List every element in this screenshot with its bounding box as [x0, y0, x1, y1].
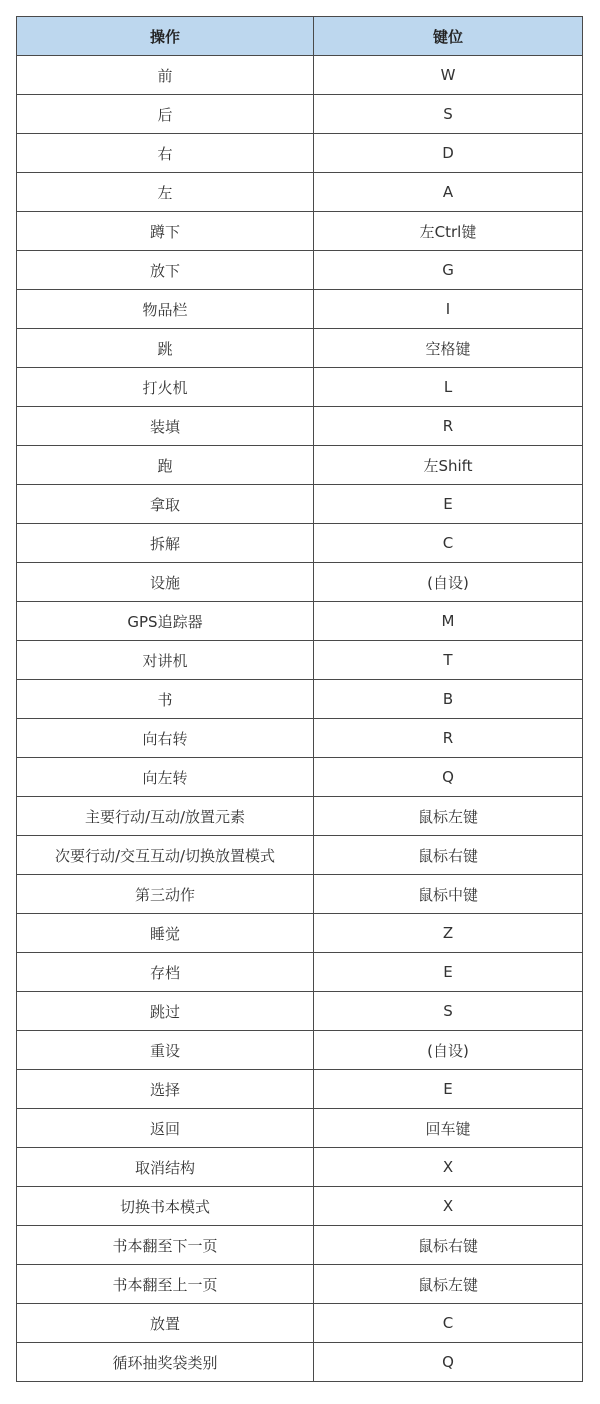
- table-row: [17, 758, 583, 797]
- table-row: [17, 407, 583, 446]
- table-row: [17, 1304, 583, 1343]
- action-cell: 右: [17, 134, 314, 173]
- key-cell: M: [314, 602, 583, 641]
- action-cell: 书本翻至下一页: [17, 1226, 314, 1265]
- action-cell: 向右转: [17, 719, 314, 758]
- action-cell: 设施: [17, 563, 314, 602]
- action-cell: 切换书本模式: [17, 1187, 314, 1226]
- table-row: [17, 797, 583, 836]
- action-cell: 放置: [17, 1304, 314, 1343]
- table-row: [17, 1109, 583, 1148]
- key-cell: D: [314, 134, 583, 173]
- action-cell: 次要行动/交互互动/切换放置模式: [17, 836, 314, 875]
- key-cell: T: [314, 641, 583, 680]
- key-cell: C: [314, 1304, 583, 1343]
- key-cell: Q: [314, 1343, 583, 1382]
- key-cell: 鼠标右键: [314, 1226, 583, 1265]
- key-cell: S: [314, 95, 583, 134]
- action-cell: 对讲机: [17, 641, 314, 680]
- keybinding-table: [16, 16, 583, 1382]
- table-row: [17, 914, 583, 953]
- key-cell: R: [314, 719, 583, 758]
- key-cell: B: [314, 680, 583, 719]
- table-header: [17, 17, 583, 56]
- table-row: [17, 329, 583, 368]
- key-cell: 鼠标右键: [314, 836, 583, 875]
- table-row: [17, 1226, 583, 1265]
- key-cell: 空格键: [314, 329, 583, 368]
- action-cell: 蹲下: [17, 212, 314, 251]
- key-cell: Q: [314, 758, 583, 797]
- table-row: [17, 680, 583, 719]
- action-cell: 物品栏: [17, 290, 314, 329]
- table-row: [17, 95, 583, 134]
- key-cell: G: [314, 251, 583, 290]
- table-row: [17, 641, 583, 680]
- key-cell: 鼠标左键: [314, 797, 583, 836]
- table-row: [17, 212, 583, 251]
- table-row: [17, 524, 583, 563]
- action-cell: 打火机: [17, 368, 314, 407]
- table-row: [17, 368, 583, 407]
- key-cell: R: [314, 407, 583, 446]
- key-cell: W: [314, 56, 583, 95]
- table-row: [17, 992, 583, 1031]
- key-cell: Z: [314, 914, 583, 953]
- action-cell: 选择: [17, 1070, 314, 1109]
- action-cell: 睡觉: [17, 914, 314, 953]
- table-row: [17, 290, 583, 329]
- action-cell: 循环抽奖袋类别: [17, 1343, 314, 1382]
- table-row: [17, 1343, 583, 1382]
- table-row: [17, 173, 583, 212]
- table-body: [17, 56, 583, 1382]
- table-row: [17, 836, 583, 875]
- table-row: [17, 1265, 583, 1304]
- table-row: [17, 1187, 583, 1226]
- action-cell: 书: [17, 680, 314, 719]
- action-cell: 返回: [17, 1109, 314, 1148]
- key-cell: 左Ctrl键: [314, 212, 583, 251]
- action-cell: 主要行动/互动/放置元素: [17, 797, 314, 836]
- key-cell: E: [314, 485, 583, 524]
- table-row: [17, 485, 583, 524]
- action-cell: 后: [17, 95, 314, 134]
- action-cell: 装填: [17, 407, 314, 446]
- action-cell: 取消结构: [17, 1148, 314, 1187]
- key-cell: I: [314, 290, 583, 329]
- action-cell: 跑: [17, 446, 314, 485]
- action-cell: 跳过: [17, 992, 314, 1031]
- table-row: [17, 953, 583, 992]
- key-cell: A: [314, 173, 583, 212]
- action-cell: 向左转: [17, 758, 314, 797]
- action-cell: 前: [17, 56, 314, 95]
- table-row: [17, 719, 583, 758]
- header-key: 键位: [314, 17, 583, 56]
- key-cell: 鼠标左键: [314, 1265, 583, 1304]
- key-cell: E: [314, 953, 583, 992]
- table-row: [17, 1031, 583, 1070]
- table-row: [17, 446, 583, 485]
- action-cell: 放下: [17, 251, 314, 290]
- table-row: [17, 1148, 583, 1187]
- table-row: [17, 602, 583, 641]
- header-row: [17, 17, 583, 56]
- key-cell: 回车键: [314, 1109, 583, 1148]
- action-cell: 拿取: [17, 485, 314, 524]
- key-cell: 左Shift: [314, 446, 583, 485]
- action-cell: 书本翻至上一页: [17, 1265, 314, 1304]
- key-cell: S: [314, 992, 583, 1031]
- table-row: [17, 134, 583, 173]
- table-row: [17, 875, 583, 914]
- action-cell: 重设: [17, 1031, 314, 1070]
- key-cell: 鼠标中键: [314, 875, 583, 914]
- key-cell: X: [314, 1187, 583, 1226]
- key-cell: E: [314, 1070, 583, 1109]
- action-cell: 左: [17, 173, 314, 212]
- key-cell: L: [314, 368, 583, 407]
- table-row: [17, 1070, 583, 1109]
- key-cell: (自设): [314, 563, 583, 602]
- header-action: 操作: [17, 17, 314, 56]
- action-cell: 第三动作: [17, 875, 314, 914]
- action-cell: 存档: [17, 953, 314, 992]
- key-cell: C: [314, 524, 583, 563]
- key-cell: X: [314, 1148, 583, 1187]
- table-row: [17, 563, 583, 602]
- action-cell: GPS追踪器: [17, 602, 314, 641]
- keybinding-table-container: [16, 16, 582, 1382]
- table-row: [17, 251, 583, 290]
- action-cell: 拆解: [17, 524, 314, 563]
- table-row: [17, 56, 583, 95]
- key-cell: (自设): [314, 1031, 583, 1070]
- action-cell: 跳: [17, 329, 314, 368]
